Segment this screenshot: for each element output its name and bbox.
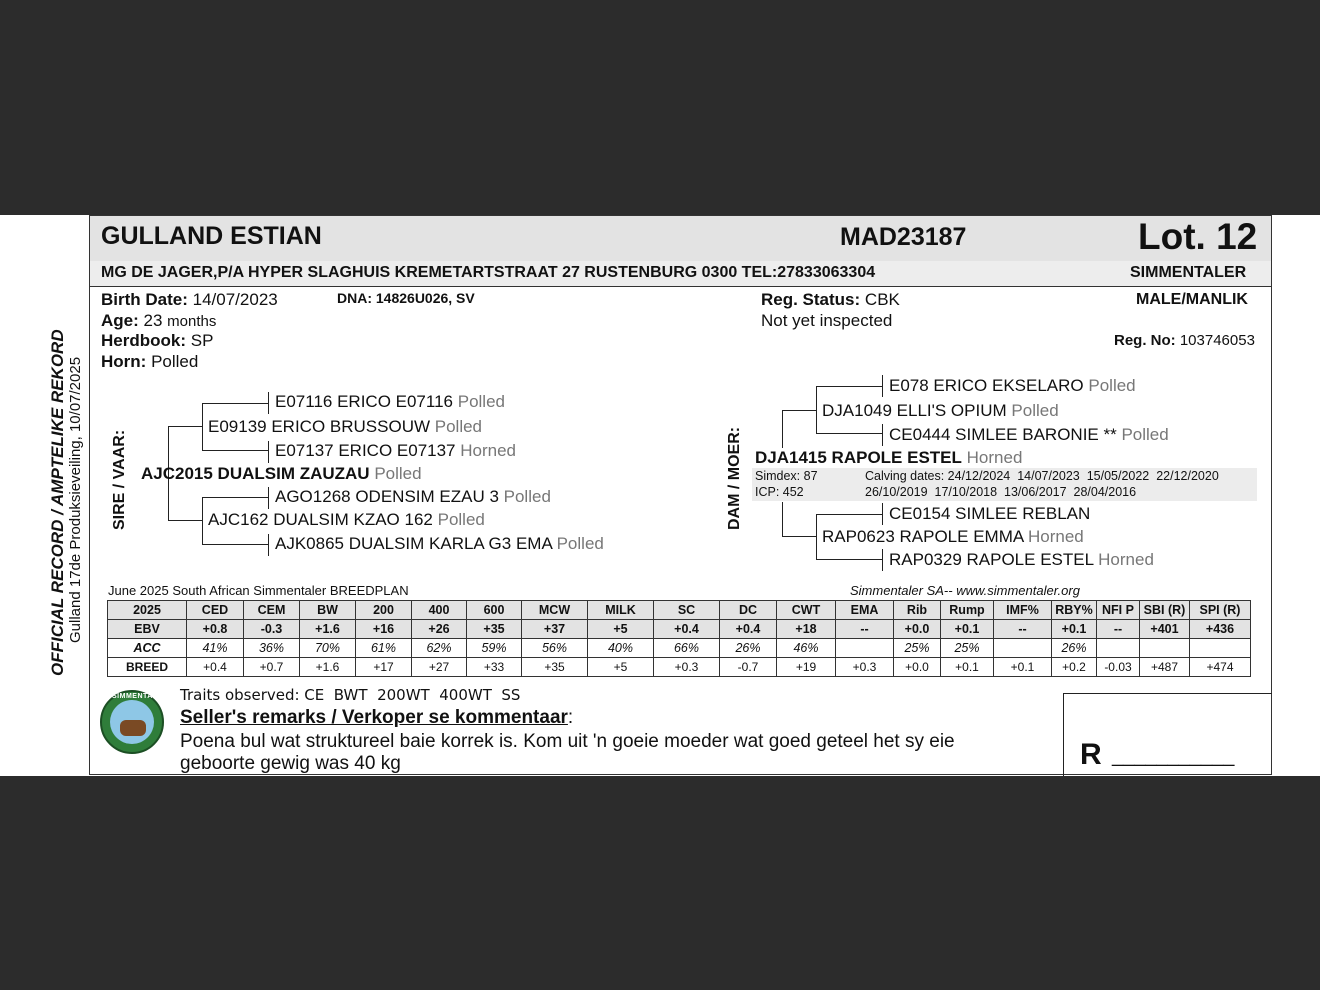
logo-text: SIMMENTALER <box>112 693 169 700</box>
sale-info: Gulland 17de Produksieveiling, 10/07/2025 <box>67 356 84 643</box>
remarks-line-2: geboorte gewig was 40 kg <box>180 753 401 774</box>
ebv-cell: 56% <box>522 639 588 658</box>
sire-dam-dam: AJK0865 DUALSIM KARLA G3 EMA Polled <box>275 534 604 553</box>
ebv-cell: +0.1 <box>994 658 1052 677</box>
ebv-cell <box>1190 639 1251 658</box>
pedigree-line <box>268 487 269 509</box>
price-box-left <box>1063 693 1064 776</box>
dam-simdex: Simdex: 87 <box>755 469 818 483</box>
pedigree-line <box>202 403 203 451</box>
ebv-cell: +16 <box>356 620 412 639</box>
ebv-cell: +1.6 <box>300 658 356 677</box>
horn-status: Horn: Polled <box>101 352 199 371</box>
ebv-header-cell: MCW <box>522 601 588 620</box>
ebv-cell: +5 <box>588 658 654 677</box>
pedigree-line <box>816 514 817 560</box>
pedigree-line <box>268 441 269 463</box>
ebv-cell: +0.0 <box>894 620 941 639</box>
ebv-header-cell: RBY% <box>1052 601 1097 620</box>
remarks-line-1: Poena bul wat struktureel baie korrek is. Kom uit 'n goeie moeder wat goed geteel het sy eie <box>180 731 955 752</box>
pedigree-line <box>882 503 883 525</box>
ebv-header-cell: 600 <box>467 601 522 620</box>
ebv-cell: +0.4 <box>654 620 720 639</box>
price-box-top <box>1063 693 1272 694</box>
breed-avg-row <box>108 658 1251 677</box>
pedigree-line <box>202 497 268 498</box>
ebv-header-cell: EMA <box>836 601 894 620</box>
sire-sire-sire: E07116 ERICO E07116 Polled <box>275 392 505 411</box>
ebv-header-row <box>108 601 1251 620</box>
ebv-cell: -- <box>836 620 894 639</box>
ebv-cell: +0.3 <box>836 658 894 677</box>
dam: DJA1415 RAPOLE ESTEL Horned <box>755 448 1023 467</box>
ebv-cell: +0.0 <box>894 658 941 677</box>
ebv-row-label: EBV <box>108 620 187 639</box>
ebv-cell: +401 <box>1140 620 1190 639</box>
pedigree-line <box>202 450 268 451</box>
ebv-cell: +0.7 <box>244 658 300 677</box>
ebv-cell: +5 <box>588 620 654 639</box>
sire-sire: E09139 ERICO BRUSSOUW Polled <box>208 417 483 436</box>
pedigree-line <box>816 386 817 434</box>
ebv-cell: -- <box>1097 620 1140 639</box>
dam-dam-sire: CE0154 SIMLEE REBLAN <box>889 504 1091 523</box>
pedigree-line <box>882 424 883 446</box>
dam-sire: DJA1049 ELLI'S OPIUM Polled <box>822 401 1059 420</box>
ebv-cell: +0.1 <box>941 620 994 639</box>
lot-number: Lot. 12 <box>1138 216 1258 257</box>
pedigree-line <box>168 520 202 521</box>
ebv-header-cell: NFI P <box>1097 601 1140 620</box>
ebv-cell: 59% <box>467 639 522 658</box>
pedigree-line <box>816 433 882 434</box>
price-symbol: R <box>1080 738 1102 771</box>
breedplan-title: June 2025 South African Simmentaler BREEDPLAN <box>108 583 409 598</box>
reg-number: Reg. No: 103746053 <box>1114 332 1255 349</box>
sire-label: SIRE / VAAR: <box>111 429 128 530</box>
ebv-cell: -0.7 <box>720 658 777 677</box>
pedigree-line <box>168 426 202 427</box>
inspection-status: Not yet inspected <box>761 311 893 330</box>
ebv-cell: +37 <box>522 620 588 639</box>
ebv-cell: 41% <box>187 639 244 658</box>
pedigree-line <box>816 386 882 387</box>
ebv-cell: +0.8 <box>187 620 244 639</box>
ebv-cell: +436 <box>1190 620 1251 639</box>
remarks-heading: Seller's remarks / Verkoper se kommentaar: <box>180 707 574 728</box>
ebv-cell: 25% <box>894 639 941 658</box>
pedigree-line <box>782 502 783 536</box>
ebv-header-cell: 2025 <box>108 601 187 620</box>
acc-row <box>108 639 1251 658</box>
birth-date: Birth Date: 14/07/2023 <box>101 290 278 309</box>
ebv-cell <box>994 639 1052 658</box>
ebv-cell: 66% <box>654 639 720 658</box>
pedigree-line <box>782 410 816 411</box>
pedigree-line <box>268 534 269 556</box>
ebv-cell <box>836 639 894 658</box>
animal-id: MAD23187 <box>840 223 967 251</box>
ebv-cell: 62% <box>412 639 467 658</box>
ebv-cell: +487 <box>1140 658 1190 677</box>
ebv-cell: +27 <box>412 658 467 677</box>
ebv-cell: +0.4 <box>720 620 777 639</box>
calving-dates-2: 26/10/2019 17/10/2018 13/06/2017 28/04/2016 <box>865 485 1137 499</box>
ebv-cell: -0.03 <box>1097 658 1140 677</box>
pedigree-line <box>202 497 203 545</box>
dam-sire-sire: E078 ERICO EKSELARO Polled <box>889 376 1136 395</box>
breed-name: SIMMENTALER <box>1130 264 1247 281</box>
ebv-header-cell: CWT <box>777 601 836 620</box>
sire: AJC2015 DUALSIM ZAUZAU Polled <box>141 464 422 483</box>
sex: MALE/MANLIK <box>1136 291 1248 308</box>
ebv-cell: +18 <box>777 620 836 639</box>
ebv-table <box>107 600 1251 677</box>
owner-line: MG DE JAGER,P/A HYPER SLAGHUIS KREMETARTSTRAAT 27 RUSTENBURG 0300 TEL:27833063304 <box>101 264 876 281</box>
herdbook: Herdbook: SP <box>101 331 214 350</box>
ebv-header-cell: MILK <box>588 601 654 620</box>
ebv-cell: 26% <box>1052 639 1097 658</box>
calving-dates-1: Calving dates: 24/12/2024 14/07/2023 15/05/2022 22/12/2020 <box>865 469 1219 483</box>
ebv-cell: 40% <box>588 639 654 658</box>
pedigree-line <box>202 403 268 404</box>
ebv-cell: 36% <box>244 639 300 658</box>
pedigree-line <box>782 410 783 448</box>
pedigree-line <box>882 549 883 571</box>
ebv-cell: +35 <box>467 620 522 639</box>
ebv-row-label: ACC <box>108 639 187 658</box>
ebv-cell: +0.3 <box>654 658 720 677</box>
dna-code: DNA: 14826U026, SV <box>337 290 475 306</box>
ebv-cell: +26 <box>412 620 467 639</box>
dam-dam-dam: RAP0329 RAPOLE ESTEL Horned <box>889 550 1154 569</box>
ebv-header-cell: DC <box>720 601 777 620</box>
sire-sire-dam: E07137 ERICO E07137 Horned <box>275 441 517 460</box>
ebv-header-cell: Rib <box>894 601 941 620</box>
breedplan-site: Simmentaler SA-- www.simmentaler.org <box>850 583 1080 598</box>
ebv-header-cell: BW <box>300 601 356 620</box>
ebv-header-cell: CED <box>187 601 244 620</box>
ebv-header-cell: 200 <box>356 601 412 620</box>
ebv-header-cell: CEM <box>244 601 300 620</box>
pedigree-line <box>816 559 882 560</box>
ebv-cell: 25% <box>941 639 994 658</box>
ebv-cell: -0.3 <box>244 620 300 639</box>
ebv-header-cell: IMF% <box>994 601 1052 620</box>
ebv-cell: 46% <box>777 639 836 658</box>
pedigree-line <box>782 536 816 537</box>
ebv-cell: +0.1 <box>1052 620 1097 639</box>
ebv-cell: +0.1 <box>941 658 994 677</box>
pedigree-line <box>816 514 882 515</box>
ebv-row-label: BREED <box>108 658 187 677</box>
ebv-cell: +0.2 <box>1052 658 1097 677</box>
reg-status: Reg. Status: CBK <box>761 290 900 309</box>
price-field[interactable]: ___________ <box>1112 745 1235 767</box>
dam-dam: RAP0623 RAPOLE EMMA Horned <box>822 527 1084 546</box>
ebv-cell <box>1140 639 1190 658</box>
ebv-cell: +33 <box>467 658 522 677</box>
pedigree-line <box>882 375 883 397</box>
ebv-cell <box>1097 639 1140 658</box>
dam-sire-dam: CE0444 SIMLEE BARONIE ** Polled <box>889 425 1169 444</box>
animal-name: GULLAND ESTIAN <box>101 222 322 250</box>
sire-dam: AJC162 DUALSIM KZAO 162 Polled <box>208 510 485 529</box>
ebv-header-cell: Rump <box>941 601 994 620</box>
ebv-cell: +17 <box>356 658 412 677</box>
ebv-row <box>108 620 1251 639</box>
dam-label: DAM / MOER: <box>726 426 743 530</box>
ebv-cell: +474 <box>1190 658 1251 677</box>
ebv-header-cell: SC <box>654 601 720 620</box>
age: Age: 23 months <box>101 311 217 330</box>
ebv-cell: +35 <box>522 658 588 677</box>
ebv-cell: +19 <box>777 658 836 677</box>
dam-icp: ICP: 452 <box>755 485 804 499</box>
simmentaler-logo-icon <box>100 690 169 754</box>
pedigree-line <box>202 544 268 545</box>
ebv-cell: -- <box>994 620 1052 639</box>
ebv-cell: 61% <box>356 639 412 658</box>
ebv-cell: +0.4 <box>187 658 244 677</box>
ebv-cell: 26% <box>720 639 777 658</box>
pedigree-line <box>268 392 269 414</box>
official-record-label: OFFICIAL RECORD / AMPTELIKE REKORD <box>48 329 67 676</box>
sire-dam-sire: AGO1268 ODENSIM EZAU 3 Polled <box>275 487 551 506</box>
ebv-header-cell: 400 <box>412 601 467 620</box>
ebv-header-cell: SPI (R) <box>1190 601 1251 620</box>
ebv-header-cell: SBI (R) <box>1140 601 1190 620</box>
traits-observed: Traits observed: CE BWT 200WT 400WT SS <box>180 686 521 704</box>
ebv-cell: 70% <box>300 639 356 658</box>
ebv-cell: +1.6 <box>300 620 356 639</box>
